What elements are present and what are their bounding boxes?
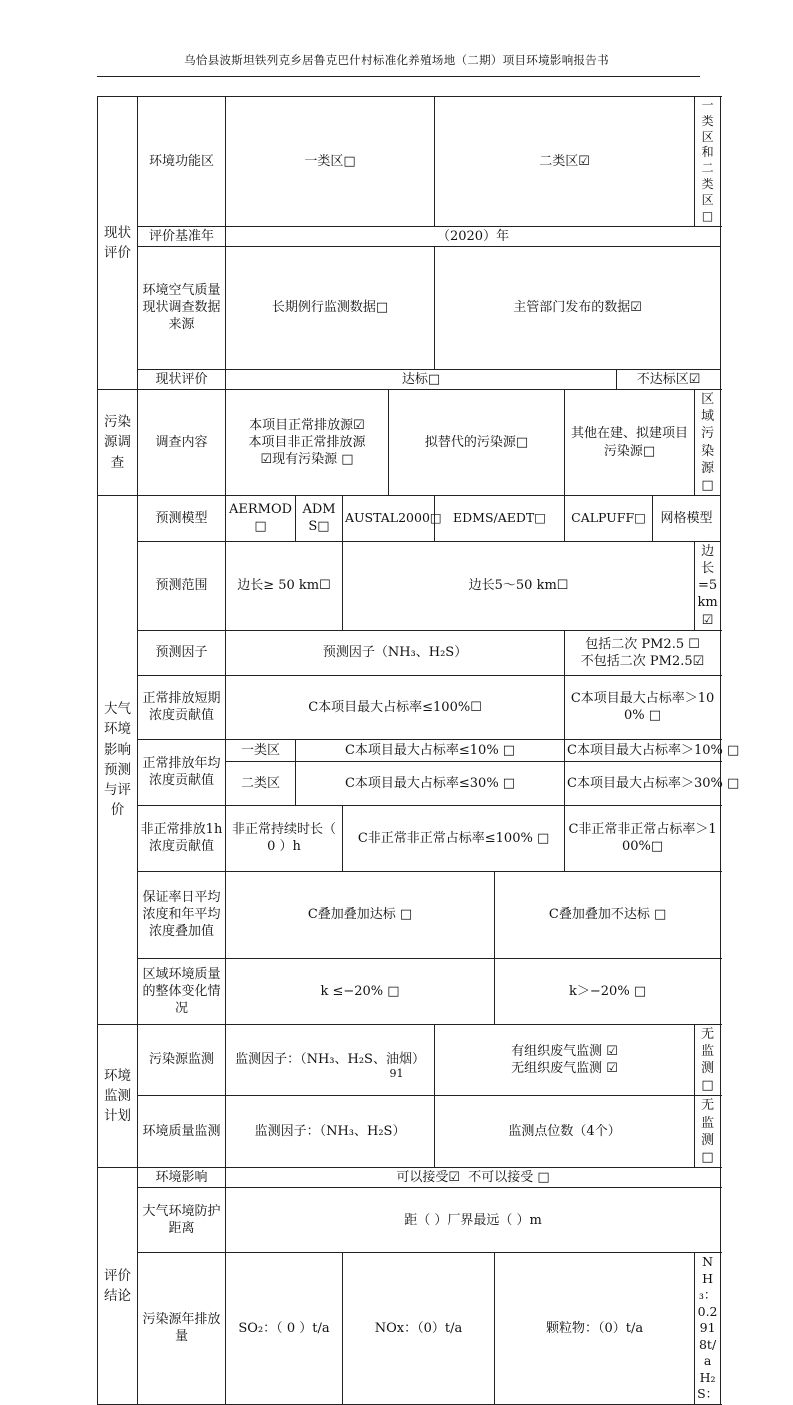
row-impact xyxy=(98,1168,721,1188)
env-monitor-none[interactable]: 无监测□ xyxy=(695,1096,721,1168)
model-austal[interactable]: AUSTAL2000□ xyxy=(343,495,435,541)
row-protection xyxy=(98,1188,721,1253)
regional-gt-minus20[interactable]: k＞−20% □ xyxy=(495,958,721,1024)
inv-regional-source[interactable]: 区域污染源□ xyxy=(695,390,721,496)
range-5km[interactable]: 边长=5km☑ xyxy=(695,541,721,630)
label-status-eval: 现状评价 xyxy=(138,369,226,389)
regional-le-minus20[interactable]: k ≤−20% □ xyxy=(226,958,495,1024)
emission-nox: NOx：（0）t/a xyxy=(343,1253,495,1405)
guarantee-compliant[interactable]: C叠加叠加达标 □ xyxy=(226,871,495,958)
abnormal-duration: 非正常持续时长（ 0 ）h xyxy=(226,805,343,871)
annual-zone1: 一类区 xyxy=(226,739,296,761)
row-factor xyxy=(98,630,721,675)
annual-zone1-gt-10[interactable]: C本项目最大占标率＞10% □ xyxy=(565,739,721,761)
short-term-le-100[interactable]: C本项目最大占标率≤100%☐ xyxy=(226,675,565,739)
src-monitor-options xyxy=(435,1024,695,1096)
emission-h2s: H₂S： xyxy=(697,1369,719,1402)
header-rule xyxy=(97,76,700,77)
label-short-term: 正常排放短期浓度贡献值 xyxy=(138,675,226,739)
abnormal-le-100[interactable]: C非正常非正常占标率≤100% □ xyxy=(343,805,565,871)
model-grid[interactable]: 网格模型 xyxy=(653,495,721,541)
zone-class2[interactable]: 二类区☑ xyxy=(435,97,695,227)
inv-existing-source[interactable]: ☑现有污染源 □ xyxy=(260,452,354,468)
label-model: 预测模型 xyxy=(138,495,226,541)
label-annual: 正常排放年均浓度贡献值 xyxy=(138,739,226,805)
label-regional: 区域环境质量的整体变化情况 xyxy=(138,958,226,1024)
emission-pm: 颗粒物：（0）t/a xyxy=(495,1253,695,1405)
base-year-value: （2020）年 xyxy=(226,226,721,246)
section-source: 污染源调查 xyxy=(98,390,138,496)
source-authority-data[interactable]: 主管部门发布的数据☑ xyxy=(435,246,721,369)
label-guarantee: 保证率日平均浓度和年平均浓度叠加值 xyxy=(138,871,226,958)
src-monitor-organized[interactable]: 有组织废气监测 ☑ xyxy=(511,1043,618,1059)
emission-gases xyxy=(695,1253,721,1405)
inv-normal-source[interactable]: 本项目正常排放源☑ xyxy=(249,417,365,433)
label-factor: 预测因子 xyxy=(138,630,226,675)
range-over-50km[interactable]: 边长≥ 50 km☐ xyxy=(226,541,343,630)
row-guarantee xyxy=(98,871,721,958)
label-impact: 环境影响 xyxy=(138,1168,226,1188)
annual-zone2-le-30[interactable]: C本项目最大占标率≤30% □ xyxy=(296,761,565,805)
factor-pm25-options xyxy=(565,630,721,675)
annual-zone2-gt-30[interactable]: C本项目最大占标率＞30% □ xyxy=(565,761,721,805)
label-range: 预测范围 xyxy=(138,541,226,630)
row-env-monitor xyxy=(98,1096,721,1168)
abnormal-gt-100[interactable]: C非正常非正常占标率＞100%□ xyxy=(565,805,721,871)
src-monitor-none[interactable]: 无监测□ xyxy=(695,1024,721,1096)
row-range xyxy=(98,541,721,630)
label-abnormal: 非正常排放1h浓度贡献值 xyxy=(138,805,226,871)
model-edms[interactable]: EDMS/AEDT□ xyxy=(435,495,565,541)
investigation-current-project xyxy=(226,390,389,496)
label-protection: 大气环境防护距离 xyxy=(138,1188,226,1253)
section-status: 现状评价 xyxy=(98,97,138,390)
emission-nh3: NH₃：0.2918t/a xyxy=(697,1254,718,1369)
range-5-50km[interactable]: 边长5～50 km☐ xyxy=(343,541,695,630)
page-header: 乌恰县波斯坦铁列克乡居鲁克巴什村标准化养殖场地（二期）项目环境影响报告书 xyxy=(184,53,609,67)
short-term-gt-100[interactable]: C本项目最大占标率＞100% □ xyxy=(565,675,721,739)
protection-value: 距（ ）厂界最远（ ）m xyxy=(226,1188,721,1253)
src-monitor-factor: 监测因子：（NH₃、H₂S、油烟） xyxy=(226,1024,435,1096)
zone-class1-and-2[interactable]: 一类区和二类区□ xyxy=(695,97,721,227)
label-emission: 污染源年排放量 xyxy=(138,1253,226,1405)
model-calpuff[interactable]: CALPUFF□ xyxy=(565,495,653,541)
page-number: 91 xyxy=(389,1067,404,1080)
row-src-monitor xyxy=(98,1024,721,1096)
guarantee-noncompliant[interactable]: C叠加叠加不达标 □ xyxy=(495,871,721,958)
env-monitor-points: 监测点位数（4个） xyxy=(435,1096,695,1168)
env-monitor-factor: 监测因子：（NH₃、H₂S） xyxy=(226,1096,435,1168)
factor-include-pm25[interactable]: 包括二次 PM2.5 ☐ xyxy=(585,636,700,652)
row-investigation xyxy=(98,390,721,496)
label-base-year: 评价基准年 xyxy=(138,226,226,246)
inv-replaced-source[interactable]: 拟替代的污染源□ xyxy=(389,390,565,496)
model-aermod[interactable]: AERMOD□ xyxy=(226,495,296,541)
label-investigation: 调查内容 xyxy=(138,390,226,496)
label-function-zone: 环境功能区 xyxy=(138,97,226,227)
model-adms[interactable]: ADMS□ xyxy=(296,495,343,541)
row-annual-class1 xyxy=(98,739,721,761)
row-abnormal xyxy=(98,805,721,871)
row-function-zone xyxy=(98,97,721,227)
label-env-monitor: 环境质量监测 xyxy=(138,1096,226,1168)
label-data-source: 环境空气质量现状调查数据来源 xyxy=(138,246,226,369)
assessment-table xyxy=(97,96,740,1405)
annual-zone2: 二类区 xyxy=(226,761,296,805)
factor-value: 预测因子（NH₃、H₂S） xyxy=(226,630,565,675)
impact-value[interactable]: 可以接受☑ 不可以接受 □ xyxy=(226,1168,721,1188)
section-predict: 大气环境影响预测与评价 xyxy=(98,495,138,1024)
emission-so2: SO₂：（ 0 ）t/a xyxy=(226,1253,343,1405)
row-status-eval xyxy=(98,369,721,389)
factor-exclude-pm25[interactable]: 不包括二次 PM2.5☑ xyxy=(580,653,705,669)
annual-zone1-le-10[interactable]: C本项目最大占标率≤10% □ xyxy=(296,739,565,761)
label-src-monitor: 污染源监测 xyxy=(138,1024,226,1096)
inv-abnormal-source[interactable]: 本项目非正常排放源 xyxy=(248,434,366,450)
zone-class1[interactable]: 一类区□ xyxy=(226,97,435,227)
section-monitor: 环境监测计划 xyxy=(98,1024,138,1167)
row-data-source xyxy=(98,246,721,369)
row-short-term xyxy=(98,675,721,739)
inv-other-projects[interactable]: 其他在建、拟建项目污染源□ xyxy=(565,390,695,496)
status-compliant[interactable]: 达标□ xyxy=(226,369,617,389)
row-emission xyxy=(98,1253,721,1405)
status-noncompliant[interactable]: 不达标区☑ xyxy=(617,369,721,389)
row-model xyxy=(98,495,721,541)
source-routine-monitoring[interactable]: 长期例行监测数据□ xyxy=(226,246,435,369)
row-regional xyxy=(98,958,721,1024)
section-conclusion: 评价结论 xyxy=(98,1168,138,1405)
src-monitor-fugitive[interactable]: 无组织废气监测 ☑ xyxy=(511,1061,618,1077)
row-base-year xyxy=(98,226,721,246)
